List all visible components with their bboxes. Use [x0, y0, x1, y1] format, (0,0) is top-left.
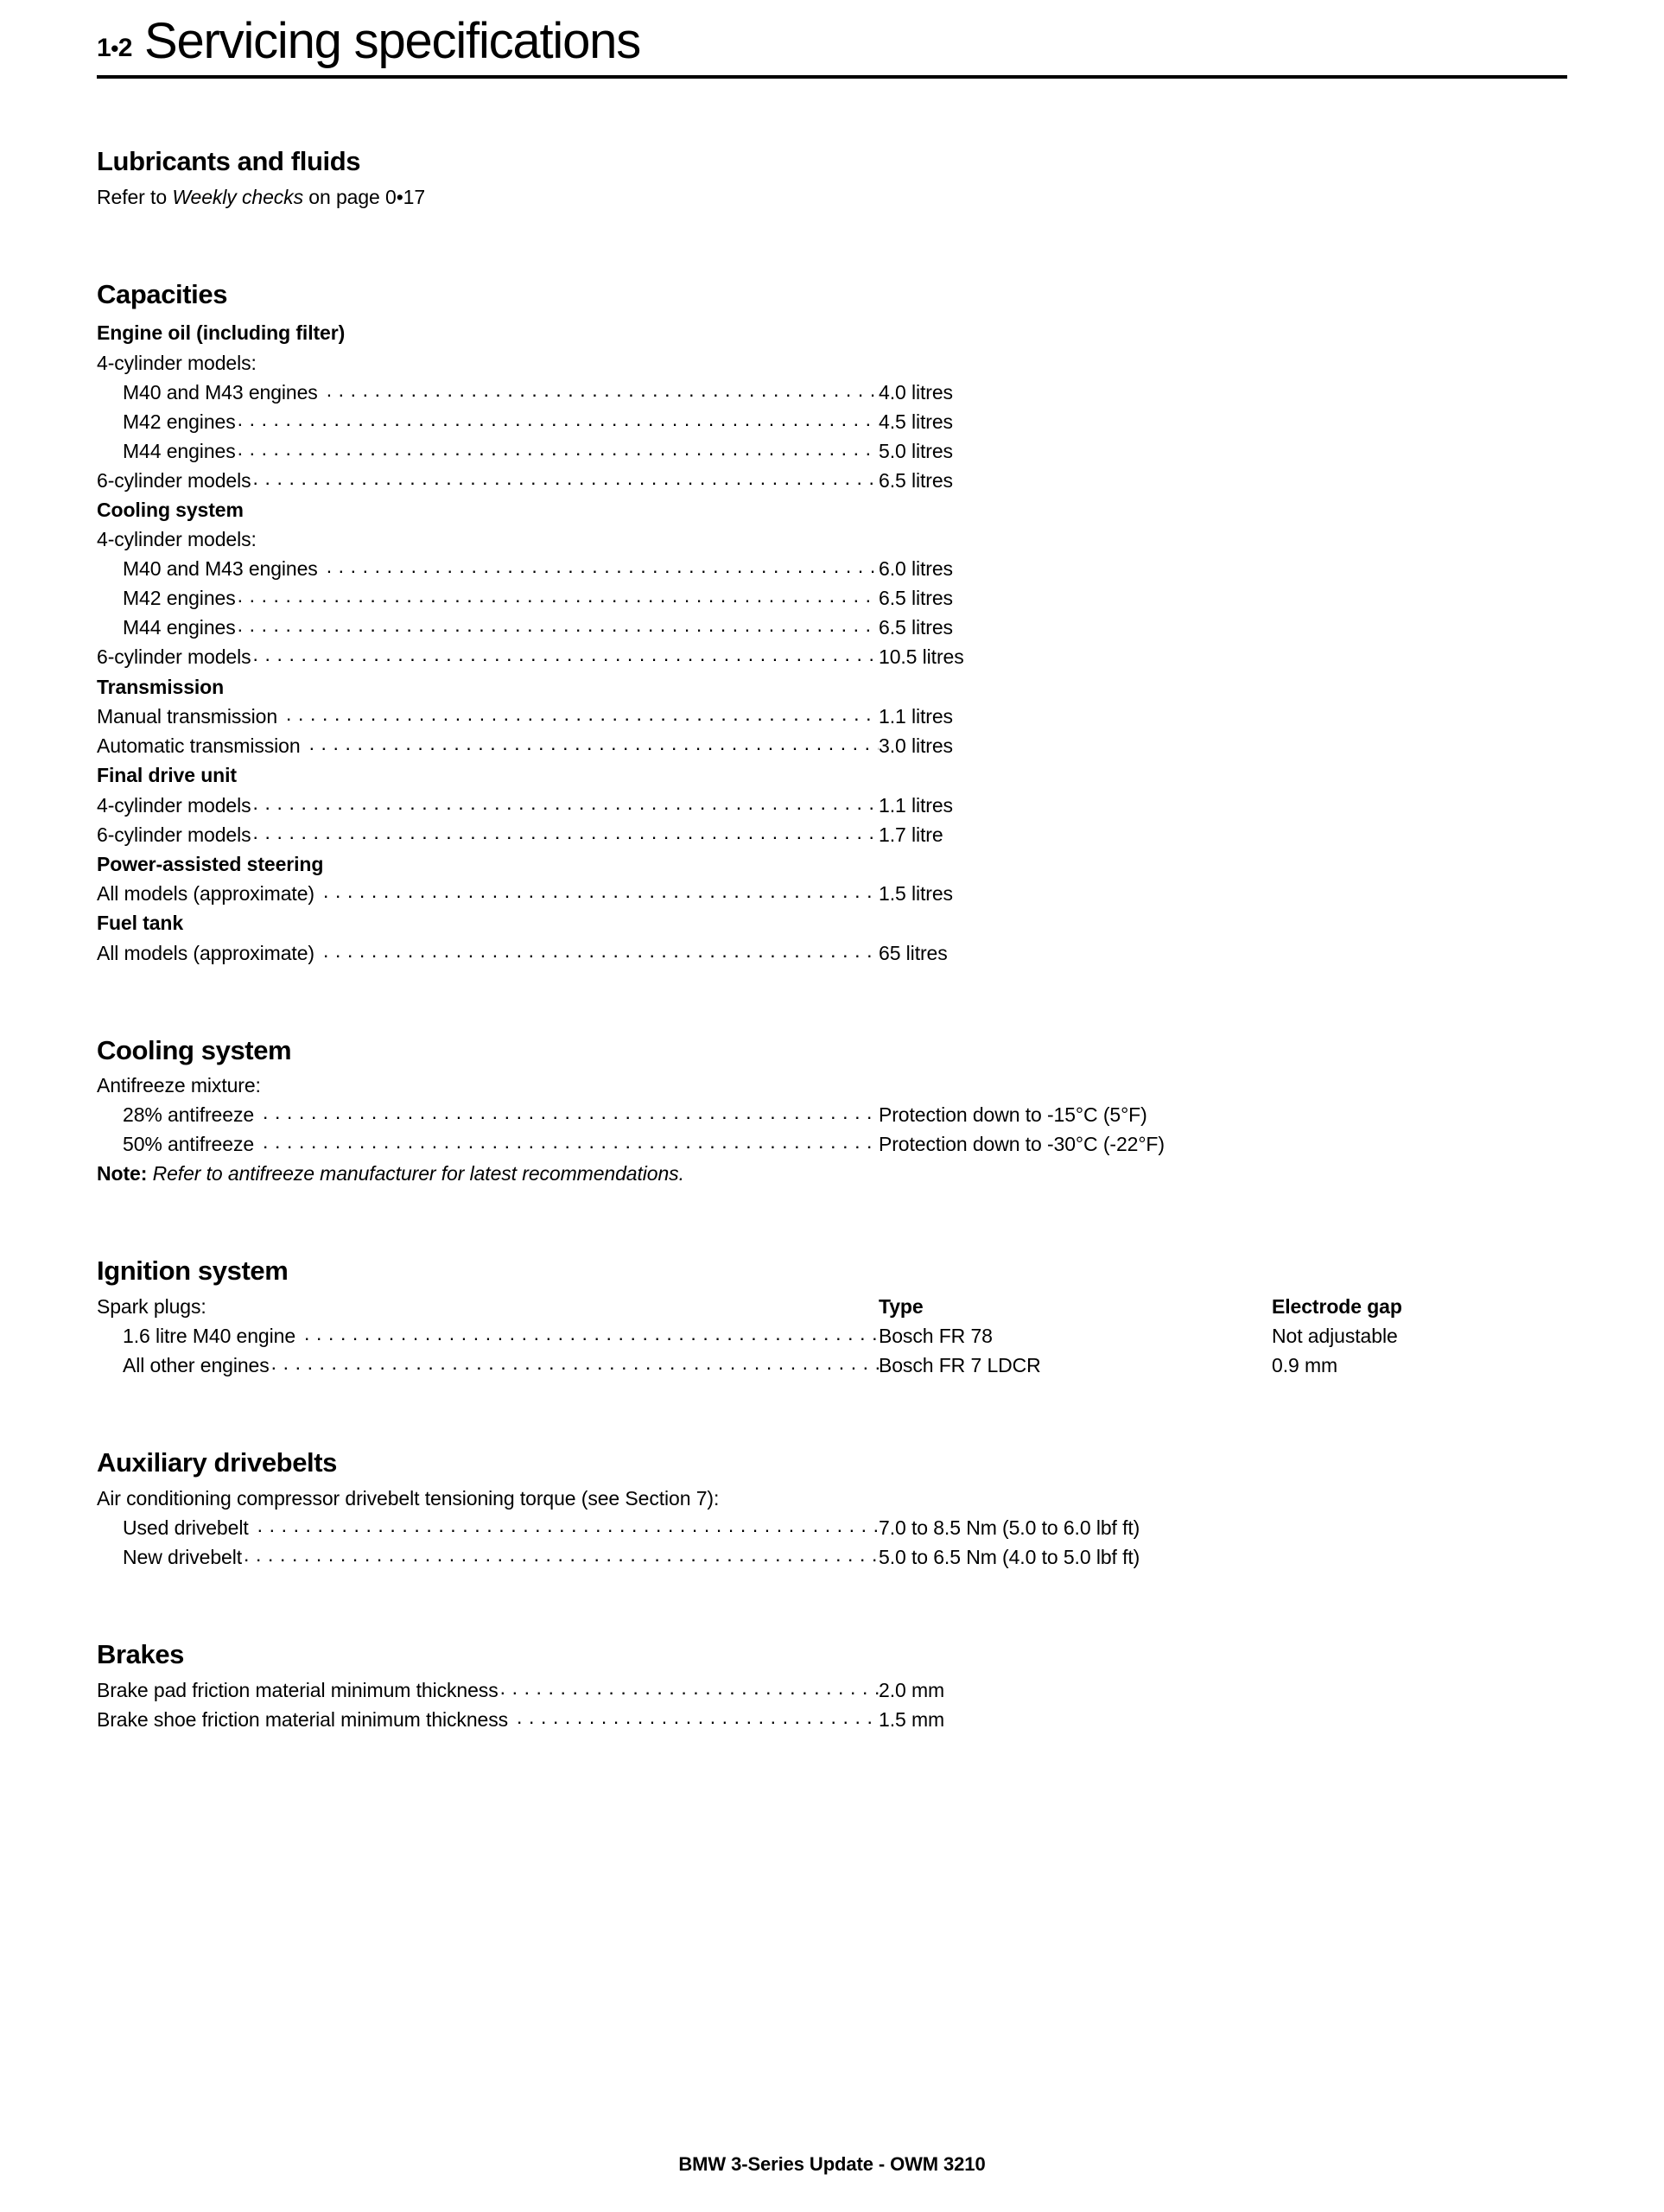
- spec-row: [97, 1675, 1567, 1705]
- spec-row-value-secondary: Not adjustable: [1272, 1325, 1398, 1348]
- page-header: [97, 0, 1567, 68]
- spec-row-value: 1.1 litres: [879, 793, 953, 817]
- spec-row-label: 6-cylinder models: [97, 468, 251, 492]
- spec-row-label: M44 engines: [123, 616, 236, 639]
- spec-row-label-cell: [97, 1100, 879, 1129]
- section-cooling-system: [97, 1035, 1567, 1189]
- lubricants-heading: Lubricants and fluids: [97, 145, 361, 176]
- spec-row-label: Used drivebelt: [123, 1516, 249, 1539]
- spec-row: [97, 1129, 1567, 1159]
- dot-leader: [304, 1321, 879, 1348]
- spec-row: [97, 731, 1567, 760]
- spec-row-label-cell: [97, 1705, 879, 1734]
- spec-row-label-cell: [97, 466, 879, 495]
- spec-row: [97, 436, 1567, 466]
- spec-row-value: 1.5 mm: [879, 1707, 945, 1731]
- spec-row-value: 6.5 litres: [879, 468, 953, 492]
- capacities-groups: [97, 318, 1567, 968]
- spec-row: [97, 378, 1567, 407]
- spec-row-label: 4-cylinder models: [97, 793, 251, 817]
- spec-row-value: 65 litres: [879, 941, 948, 964]
- ignition-column-headers: [97, 1292, 1567, 1321]
- spec-row: [97, 554, 1567, 583]
- spec-row-value: 6.0 litres: [879, 557, 953, 581]
- spec-row: [97, 879, 1567, 908]
- spec-row: [97, 642, 1567, 671]
- spec-row: [97, 583, 1567, 613]
- capacities-group: [97, 760, 1567, 849]
- spec-row-label-cell: [97, 702, 879, 731]
- spec-row: [97, 1100, 1567, 1129]
- spec-row-label: M44 engines: [123, 439, 236, 462]
- spec-row-label: 6-cylinder models: [97, 645, 251, 669]
- spec-row: [97, 1513, 1567, 1542]
- spec-row-label: M40 and M43 engines: [123, 557, 318, 581]
- page-title: Servicing specifications: [143, 13, 641, 69]
- spec-row-label: M40 and M43 engines: [123, 380, 318, 404]
- dot-leader: [323, 938, 879, 965]
- spec-row-label-cell: [97, 554, 879, 583]
- spec-row-label-cell: [97, 1321, 879, 1351]
- dot-leader: [500, 1675, 879, 1702]
- spec-row-label: Manual transmission: [97, 705, 278, 728]
- spec-row-value: 1.7 litre: [879, 823, 943, 846]
- dot-leader: [238, 613, 879, 639]
- spec-row-label-cell: [97, 583, 879, 613]
- capacities-group-title: Final drive unit: [97, 764, 237, 787]
- spec-row: [97, 820, 1567, 849]
- spec-row-label-cell: [97, 613, 879, 642]
- dot-leader: [238, 407, 879, 434]
- spec-row-label: M42 engines: [123, 587, 236, 610]
- spec-row-value: 1.1 litres: [879, 705, 953, 728]
- dot-leader: [253, 791, 879, 817]
- dot-leader: [263, 1100, 879, 1127]
- dot-leader: [263, 1129, 879, 1156]
- spec-row-label-cell: [97, 642, 879, 671]
- spec-row-label: Brake shoe friction material minimum thickness: [97, 1707, 509, 1731]
- capacities-group-title: Fuel tank: [97, 912, 184, 935]
- dot-leader: [323, 879, 879, 906]
- capacities-group-title: Engine oil (including filter): [97, 321, 346, 345]
- cooling-system-intro: Antifreeze mixture:: [97, 1074, 261, 1097]
- spec-row-label: Brake pad friction material minimum thickness: [97, 1678, 499, 1701]
- dot-leader: [253, 466, 879, 493]
- capacities-heading: Capacities: [97, 278, 228, 309]
- dot-leader: [257, 1513, 879, 1540]
- capacities-group-title: Power-assisted steering: [97, 852, 324, 875]
- spec-row-label: M42 engines: [123, 410, 236, 433]
- spec-row-label: 50% antifreeze: [123, 1133, 255, 1156]
- ignition-type-header: Type: [879, 1295, 924, 1319]
- capacities-group: [97, 318, 1567, 495]
- spec-row: [97, 407, 1567, 436]
- auxiliary-drivebelts-heading: Auxiliary drivebelts: [97, 1447, 338, 1478]
- capacities-group-title: Cooling system: [97, 498, 244, 521]
- dot-leader: [271, 1351, 879, 1377]
- spec-row-value: 6.5 litres: [879, 587, 953, 610]
- spec-row: [97, 938, 1567, 968]
- cooling-system-heading: Cooling system: [97, 1034, 292, 1065]
- spec-row-value: 10.5 litres: [879, 645, 964, 669]
- cooling-system-note: Note: Refer to antifreeze manufacturer for latest recommendations.: [97, 1162, 684, 1185]
- spec-row: [97, 1351, 1567, 1380]
- brakes-rows: [97, 1675, 1567, 1734]
- dot-leader: [244, 1542, 879, 1569]
- spec-row-label-cell: [97, 378, 879, 407]
- spec-row-value: 6.5 litres: [879, 616, 953, 639]
- spec-row: [97, 1321, 1567, 1351]
- spec-row-label-cell: [97, 407, 879, 436]
- section-lubricants-and-fluids: [97, 146, 1567, 212]
- spec-row-label: All models (approximate): [97, 882, 314, 906]
- page-footer: BMW 3-Series Update - OWM 3210: [678, 2153, 986, 2175]
- spec-row-label-cell: [97, 879, 879, 908]
- spec-row-value: 5.0 litres: [879, 439, 953, 462]
- spec-row-label-cell: [97, 1129, 879, 1159]
- dot-leader: [286, 702, 879, 728]
- spec-row-value: Bosch FR 7 LDCR: [879, 1354, 1041, 1377]
- spec-row-value: Protection down to -15°C (5°F): [879, 1103, 1147, 1127]
- spec-row: [97, 791, 1567, 820]
- spec-row: [97, 702, 1567, 731]
- spec-row-label: New drivebelt: [123, 1545, 243, 1568]
- spec-row-label-cell: [97, 1675, 879, 1705]
- spec-row-value: 2.0 mm: [879, 1678, 945, 1701]
- section-ignition-system: [97, 1255, 1567, 1380]
- spec-row-label-cell: [97, 436, 879, 466]
- dot-leader: [327, 554, 879, 581]
- spec-row-value: 1.5 litres: [879, 882, 953, 906]
- capacities-group: [97, 849, 1567, 909]
- capacities-group-title: Transmission: [97, 675, 225, 698]
- page-folio: 1•2: [97, 34, 132, 62]
- spec-row: [97, 613, 1567, 642]
- dot-leader: [253, 642, 879, 669]
- dot-leader: [309, 731, 879, 758]
- capacities-group-intro: 4-cylinder models:: [97, 528, 257, 551]
- spec-row-value: 4.5 litres: [879, 410, 953, 433]
- spec-row-label: 1.6 litre M40 engine: [123, 1325, 296, 1348]
- auxiliary-drivebelts-intro: Air conditioning compressor drivebelt tensioning torque (see Section 7):: [97, 1486, 720, 1510]
- spec-row-label: All models (approximate): [97, 941, 314, 964]
- spec-row: [97, 466, 1567, 495]
- dot-leader: [238, 436, 879, 463]
- spec-row-value: 3.0 litres: [879, 734, 953, 758]
- dot-leader: [327, 378, 879, 404]
- brakes-heading: Brakes: [97, 1638, 185, 1669]
- spec-row-label-cell: [97, 820, 879, 849]
- spec-row-label: All other engines: [123, 1354, 270, 1377]
- dot-leader: [238, 583, 879, 610]
- section-brakes: [97, 1639, 1567, 1734]
- ignition-system-heading: Ignition system: [97, 1255, 289, 1287]
- spec-row-label-cell: [97, 731, 879, 760]
- capacities-group: [97, 495, 1567, 672]
- spec-row-value: Protection down to -30°C (-22°F): [879, 1133, 1165, 1156]
- spec-row: [97, 1542, 1567, 1572]
- spec-row-label-cell: [97, 1351, 879, 1380]
- cooling-system-rows: [97, 1100, 1567, 1159]
- spec-row-label-cell: [97, 938, 879, 968]
- spec-row-value: 4.0 litres: [879, 380, 953, 404]
- lubricants-reference: Refer to Weekly checks on page 0•17: [97, 185, 426, 208]
- dot-leader: [517, 1705, 879, 1732]
- spec-row-value: Bosch FR 78: [879, 1325, 993, 1348]
- spec-row: [97, 1705, 1567, 1734]
- ignition-system-rows: [97, 1321, 1567, 1380]
- section-auxiliary-drivebelts: [97, 1447, 1567, 1572]
- ignition-gap-header: Electrode gap: [1272, 1295, 1402, 1319]
- spec-row-label-cell: [97, 791, 879, 820]
- capacities-group: [97, 672, 1567, 761]
- auxiliary-drivebelts-rows: [97, 1513, 1567, 1572]
- capacities-group-intro: 4-cylinder models:: [97, 351, 257, 374]
- dot-leader: [253, 820, 879, 847]
- ignition-intro: Spark plugs:: [97, 1295, 206, 1319]
- spec-row-value: 7.0 to 8.5 Nm (5.0 to 6.0 lbf ft): [879, 1516, 1140, 1539]
- spec-row-value-secondary: 0.9 mm: [1272, 1354, 1338, 1377]
- spec-row-label: 28% antifreeze: [123, 1103, 255, 1127]
- capacities-group: [97, 908, 1567, 968]
- section-capacities: [97, 279, 1567, 968]
- spec-row-value: 5.0 to 6.5 Nm (4.0 to 5.0 lbf ft): [879, 1545, 1140, 1568]
- spec-row-label-cell: [97, 1513, 879, 1542]
- spec-row-label-cell: [97, 1542, 879, 1572]
- spec-row-label: 6-cylinder models: [97, 823, 251, 846]
- spec-row-label: Automatic transmission: [97, 734, 301, 758]
